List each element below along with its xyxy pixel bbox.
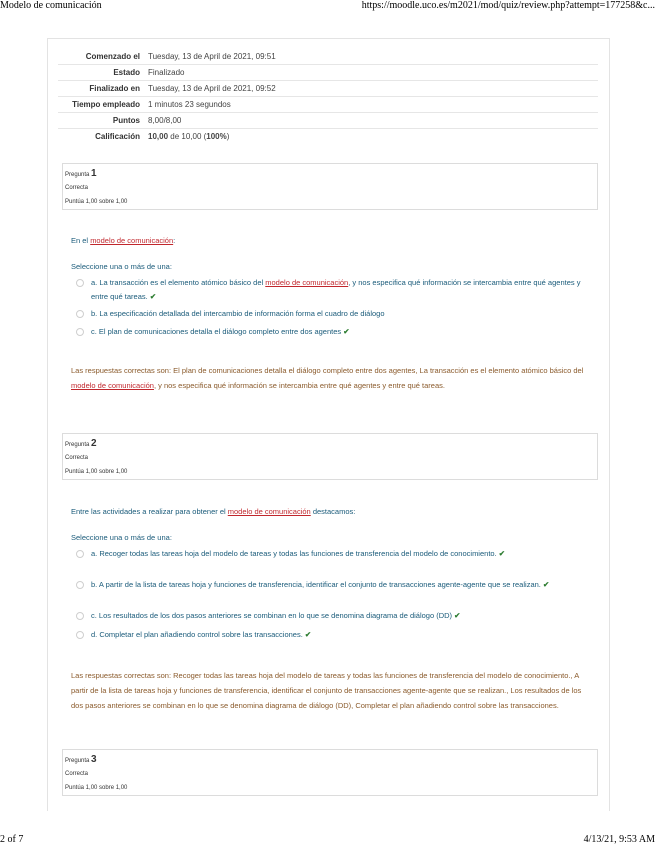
question-number: Pregunta 2 bbox=[65, 438, 97, 449]
question-score: Puntúa 1,00 sobre 1,00 bbox=[65, 199, 128, 205]
question-score: Puntúa 1,00 sobre 1,00 bbox=[65, 785, 128, 791]
summary-row bbox=[58, 129, 598, 145]
summary-value: Tuesday, 13 de April de 2021, 09:52 bbox=[144, 81, 598, 97]
answer-label: c. El plan de comunicaciones detalla el diálogo completo entre dos agentes ✔ bbox=[91, 327, 350, 336]
print-header bbox=[0, 0, 655, 12]
answer-option bbox=[76, 609, 586, 623]
summary-label: Calificación bbox=[58, 129, 144, 145]
glossary-link[interactable]: modelo de comunicación bbox=[71, 381, 154, 390]
answer-label: a. Recoger todas las tareas hoja del modelo de tareas y todas las funciones de transferencia del modelo de conocimiento. ✔ bbox=[91, 549, 506, 558]
print-title: Modelo de comunicación bbox=[0, 0, 102, 11]
correct-check-icon: ✔ bbox=[454, 611, 461, 620]
correct-check-icon: ✔ bbox=[343, 327, 350, 336]
summary-row bbox=[58, 113, 598, 129]
glossary-link[interactable]: modelo de comunicación bbox=[227, 507, 311, 516]
summary-row bbox=[58, 49, 598, 65]
glossary-link[interactable]: modelo de comunicación bbox=[90, 236, 174, 245]
answer-option bbox=[76, 276, 586, 304]
question-instruction: Seleccione una o más de una: bbox=[71, 533, 172, 542]
answer-option bbox=[76, 547, 586, 561]
glossary-link[interactable]: modelo de comunicación bbox=[265, 278, 349, 287]
question-status: Correcta bbox=[65, 185, 89, 191]
summary-label: Comenzado el bbox=[85, 52, 140, 61]
answer-checkbox[interactable] bbox=[76, 328, 84, 336]
answer-option bbox=[76, 307, 586, 321]
summary-value: 1 minutos 23 segundos bbox=[144, 97, 598, 113]
print-url: https://moodle.uco.es/m2021/mod/quiz/review.php?attempt=177258&c... bbox=[361, 0, 655, 11]
question-status: Correcta bbox=[65, 455, 89, 461]
answer-checkbox[interactable] bbox=[76, 310, 84, 318]
answer-checkbox[interactable] bbox=[76, 631, 84, 639]
question-score: Puntúa 1,00 sobre 1,00 bbox=[65, 469, 128, 475]
answer-checkbox[interactable] bbox=[76, 581, 84, 589]
summary-row bbox=[58, 81, 598, 97]
question-text-1: En el modelo de comunicación: bbox=[71, 236, 176, 245]
answer-label: c. Los resultados de los dos pasos anteriores se combinan en lo que se denomina diagrama de diálogo (DD) ✔ bbox=[91, 611, 461, 620]
summary-label: Puntos bbox=[58, 113, 144, 129]
summary-row bbox=[58, 97, 598, 113]
answer-checkbox[interactable] bbox=[76, 550, 84, 558]
answer-option bbox=[76, 628, 586, 642]
answer-option bbox=[76, 578, 586, 592]
summary-value: Finalizado bbox=[144, 65, 598, 81]
answer-label: b. La especificación detallada del intercambio de información forma el cuadro de diálogo bbox=[91, 309, 385, 318]
attempt-summary-table bbox=[58, 49, 598, 144]
answer-checkbox[interactable] bbox=[76, 612, 84, 620]
summary-value: 10,00 de 10,00 (100%) bbox=[144, 129, 598, 145]
answer-label: b. A partir de la lista de tareas hoja y funciones de transferencia, identificar el conjunto de transacciones agente-agente que se realizan. ✔ bbox=[91, 580, 550, 589]
summary-label: Tiempo empleado bbox=[58, 97, 144, 113]
question-status: Correcta bbox=[65, 771, 89, 777]
grade-percent: 100% bbox=[206, 132, 227, 141]
answer-label: d. Completar el plan añadiendo control sobre las transacciones. ✔ bbox=[91, 630, 312, 639]
correct-check-icon: ✔ bbox=[149, 292, 157, 301]
question-number: Pregunta 1 bbox=[65, 168, 97, 179]
question-info-3 bbox=[62, 749, 598, 796]
answer-label: a. La transacción es el elemento atómico básico del modelo de comunicación, y nos especifica qué información se intercambia entre qué agentes y entre qué tareas. ✔ bbox=[91, 278, 581, 301]
grade-value: 10,00 bbox=[148, 132, 169, 141]
correct-answer-feedback: Las respuestas correctas son: Recoger todas las tareas hoja del modelo de tareas y todas las funciones de transferencia del modelo de conocimiento., A partir de la lista de tareas hoja y funciones de transferencia, identificar el conjunto de transacciones agente-agente que se realizan., Los resultados de los dos pasos anteriores se combinan en lo que se denomina diagrama de diálogo (DD), Completar el plan añadiendo control sobre las transacciones. bbox=[71, 671, 582, 710]
answer-option bbox=[76, 325, 586, 339]
page-counter: 2 of 7 bbox=[0, 834, 24, 845]
correct-check-icon: ✔ bbox=[542, 580, 550, 589]
print-timestamp: 4/13/21, 9:53 AM bbox=[583, 834, 655, 845]
summary-label: Estado bbox=[58, 65, 144, 81]
question-number: Pregunta 3 bbox=[65, 754, 97, 765]
summary-value: Tuesday, 13 de April de 2021, 09:51 bbox=[148, 52, 276, 61]
question-text-2: Entre las actividades a realizar para obtener el modelo de comunicación destacamos: bbox=[71, 507, 356, 516]
summary-value: 8,00/8,00 bbox=[144, 113, 598, 129]
answer-checkbox[interactable] bbox=[76, 279, 84, 287]
question-info-2 bbox=[62, 433, 598, 480]
summary-row bbox=[58, 65, 598, 81]
question-instruction: Seleccione una o más de una: bbox=[71, 262, 172, 271]
question-info-1 bbox=[62, 163, 598, 210]
correct-check-icon: ✔ bbox=[498, 549, 506, 558]
correct-check-icon: ✔ bbox=[304, 630, 312, 639]
summary-label: Finalizado en bbox=[58, 81, 144, 97]
print-footer bbox=[0, 834, 655, 848]
correct-answer-feedback: Las respuestas correctas son: El plan de comunicaciones detalla el diálogo completo entre dos agentes, La transacción es el elemento atómico básico del modelo de comunicación, y nos especifica qué información se intercambia entre qué agentes y entre qué tareas. bbox=[71, 366, 584, 390]
quiz-review-page bbox=[47, 38, 610, 811]
